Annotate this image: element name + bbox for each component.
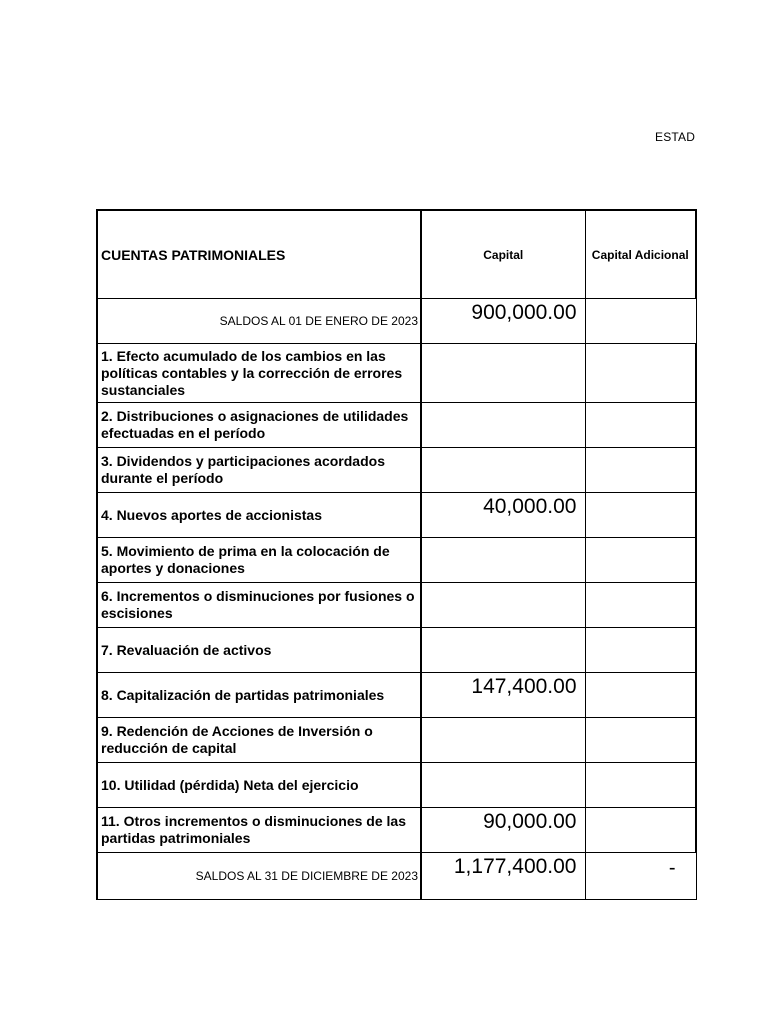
row-label: 8. Capitalización de partidas patrimoniales: [97, 673, 421, 718]
row-label: 1. Efecto acumulado de los cambios en las políticas contables y la corrección de errores sustanciales: [97, 344, 421, 403]
row-capital: [421, 403, 585, 448]
table-row: [97, 718, 696, 763]
row-capital-adicional: [585, 763, 696, 808]
row-capital: [421, 628, 585, 673]
row-capital: [421, 448, 585, 493]
row-label: 5. Movimiento de prima en la colocación de aportes y donaciones: [97, 538, 421, 583]
row-capital: [421, 344, 585, 403]
statement-title-fragment: ESTAD: [655, 130, 696, 144]
row-capital-adicional: [585, 673, 696, 718]
row-capital-adicional: [585, 344, 696, 403]
closing-balance-label: [97, 853, 421, 900]
table-row: [97, 808, 696, 853]
closing-balance-capital: 1,177,400.00: [421, 853, 585, 900]
column-header-capital: Capital: [421, 210, 585, 299]
opening-balance-row: [97, 299, 696, 344]
row-label: 11. Otros incrementos o disminuciones de las partidas patrimoniales: [97, 808, 421, 853]
row-capital-adicional: [585, 583, 696, 628]
row-capital: 147,400.00: [421, 673, 585, 718]
table-row: [97, 763, 696, 808]
table-row: [97, 448, 696, 493]
opening-balance-capital: 900,000.00: [421, 299, 585, 344]
table-row: [97, 583, 696, 628]
row-label: 7. Revaluación de activos: [97, 628, 421, 673]
equity-statement-table: [96, 209, 697, 900]
row-capital-adicional: [585, 718, 696, 763]
closing-balance-text: SALDOS AL 31 DE DICIEMBRE DE 2023: [195, 869, 418, 883]
row-label: 10. Utilidad (pérdida) Neta del ejercicio: [97, 763, 421, 808]
table-row: [97, 344, 696, 403]
row-capital-adicional: [585, 538, 696, 583]
opening-balance-label: [97, 299, 421, 344]
opening-balance-capital-adicional: [585, 299, 696, 344]
row-capital-adicional: [585, 628, 696, 673]
row-label: 6. Incrementos o disminuciones por fusiones o escisiones: [97, 583, 421, 628]
row-label: 3. Dividendos y participaciones acordados durante el período: [97, 448, 421, 493]
row-label: 4. Nuevos aportes de accionistas: [97, 493, 421, 538]
closing-balance-row: [97, 853, 696, 900]
row-capital: [421, 538, 585, 583]
column-header-cuentas: CUENTAS PATRIMONIALES: [97, 210, 421, 299]
row-capital: [421, 718, 585, 763]
table-header-row: [97, 210, 696, 299]
opening-balance-text: SALDOS AL 01 DE ENERO DE 2023: [219, 314, 418, 328]
closing-balance-capital-adicional: -: [585, 853, 696, 900]
column-header-capital-adicional: Capital Adicional: [585, 210, 696, 299]
row-capital-adicional: [585, 493, 696, 538]
table-row: [97, 538, 696, 583]
table-row: [97, 403, 696, 448]
row-capital-adicional: [585, 403, 696, 448]
row-capital: 90,000.00: [421, 808, 585, 853]
table-row: [97, 493, 696, 538]
row-label: 2. Distribuciones o asignaciones de utilidades efectuadas en el período: [97, 403, 421, 448]
row-capital-adicional: [585, 448, 696, 493]
table-row: [97, 673, 696, 718]
row-label: 9. Redención de Acciones de Inversión o reducción de capital: [97, 718, 421, 763]
table-row: [97, 628, 696, 673]
row-capital: [421, 763, 585, 808]
row-capital-adicional: [585, 808, 696, 853]
row-capital: [421, 583, 585, 628]
row-capital: 40,000.00: [421, 493, 585, 538]
